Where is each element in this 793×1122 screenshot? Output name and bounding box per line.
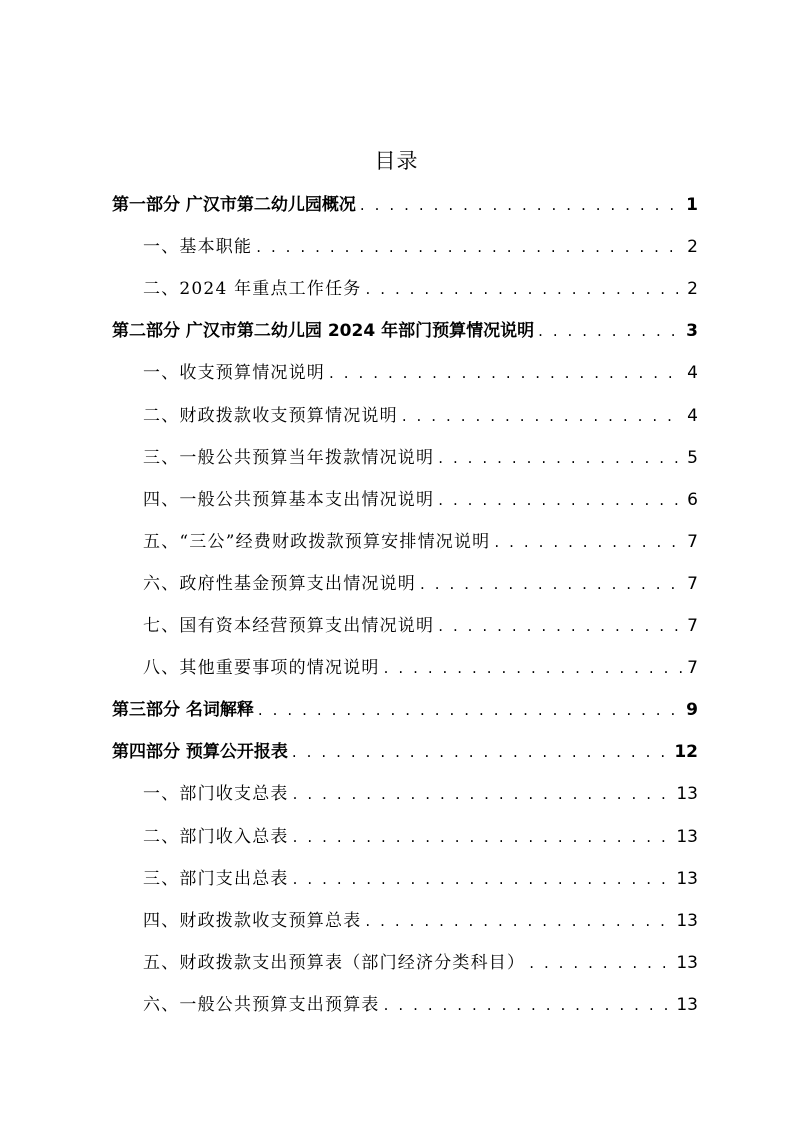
toc-section-entry[interactable]: [143, 779, 698, 809]
toc-title: 目录: [374, 149, 419, 173]
toc-entry-title: 第三部分 名词解释: [112, 700, 254, 721]
toc-section-entry[interactable]: [143, 232, 698, 262]
toc-dot-leader: [529, 948, 672, 978]
toc-page-number: 1: [686, 195, 698, 215]
toc-dot-leader: [365, 906, 672, 936]
toc-page-number: 13: [676, 952, 698, 973]
toc-dot-leader: [256, 232, 683, 262]
toc-dot-leader: [420, 569, 683, 599]
toc-section-entry[interactable]: [143, 990, 698, 1020]
toc-section-entry[interactable]: [143, 864, 698, 894]
toc-dot-leader: [384, 653, 684, 683]
toc-page-number: 2: [687, 279, 698, 300]
toc-section-entry[interactable]: [143, 948, 698, 978]
toc-entry-title: 八、其他重要事项的情况说明: [143, 658, 380, 679]
toc-page-number: 7: [687, 658, 698, 679]
toc-entry-title: 四、财政拨款收支预算总表: [143, 910, 362, 931]
toc-page-number: 7: [687, 531, 698, 552]
toc-section-entry[interactable]: [143, 443, 698, 473]
toc-entry-title: 一、部门收支总表: [143, 784, 289, 805]
toc-section-entry[interactable]: [143, 611, 698, 641]
toc-section-entry[interactable]: [143, 822, 698, 852]
toc-dot-leader: [329, 358, 683, 388]
toc-entry-title: 七、国有资本经营预算支出情况说明: [143, 616, 435, 636]
toc-entry-title: 一、收支预算情况说明: [143, 363, 325, 384]
toc-entry-title: 三、部门支出总表: [143, 868, 289, 889]
toc-entry-title: 六、一般公共预算支出预算表: [143, 994, 380, 1015]
toc-dot-leader: [258, 695, 682, 725]
toc-page-number: 9: [686, 700, 698, 721]
toc-dot-leader: [438, 611, 683, 641]
toc-dot-leader: [494, 527, 683, 557]
toc-entry-title: 五、“三公”经费财政拨款预算安排情况说明: [143, 531, 491, 552]
toc-dot-leader: [293, 822, 673, 852]
toc-entry-title: 二、财政拨款收支预算情况说明: [143, 405, 398, 426]
toc-page-number: 13: [676, 826, 698, 847]
toc-dot-leader: [402, 401, 683, 431]
toc-dot-leader: [360, 190, 682, 220]
toc-entry-title: 第二部分 广汉市第二幼儿园 2024 年部门预算情况说明: [112, 321, 535, 342]
toc-entry-title: 六、政府性基金预算支出情况说明: [143, 573, 416, 594]
toc-section-entry[interactable]: [143, 906, 698, 936]
toc-section-entry[interactable]: [143, 274, 698, 304]
toc-entry-title: 三、一般公共预算当年拨款情况说明: [143, 447, 435, 468]
toc-dot-leader: [538, 316, 682, 346]
toc-page-number: 13: [676, 910, 698, 931]
toc-section-entry[interactable]: [143, 527, 698, 557]
toc-page-number: 13: [676, 994, 698, 1015]
toc-section-entry[interactable]: [143, 358, 698, 388]
toc-section-entry[interactable]: [143, 485, 698, 515]
toc-dot-leader: [365, 274, 683, 304]
toc-part-entry[interactable]: [112, 737, 698, 767]
toc-dot-leader: [438, 485, 683, 515]
toc-section-entry[interactable]: [143, 653, 698, 683]
toc-page-number: 12: [674, 742, 698, 763]
toc-entry-title: 二、部门收入总表: [143, 826, 289, 847]
toc-entry-title: 二、2024 年重点工作任务: [143, 279, 362, 300]
toc-page-number: 2: [687, 237, 698, 258]
toc-section-entry[interactable]: [143, 569, 698, 599]
toc-entry-title: 五、财政拨款支出预算表（部门经济分类科目）: [143, 952, 526, 973]
toc-section-entry[interactable]: [143, 401, 698, 431]
toc-entry-title: 四、一般公共预算基本支出情况说明: [143, 489, 435, 510]
toc-dot-leader: [293, 864, 673, 894]
toc-page-number: 7: [687, 573, 698, 594]
toc-page-number: 6: [687, 489, 698, 510]
toc-dot-leader: [438, 443, 683, 473]
toc-dot-leader: [293, 779, 673, 809]
toc-dot-leader: [292, 737, 670, 767]
toc-page-number: 4: [687, 405, 698, 426]
toc-page-number: 7: [687, 616, 698, 636]
toc-page-number: 5: [687, 447, 698, 468]
toc-entry-title: 第四部分 预算公开报表: [112, 742, 288, 763]
toc-part-entry[interactable]: [112, 190, 698, 220]
toc-entry-title: 一、基本职能: [143, 237, 253, 258]
toc-part-entry[interactable]: [112, 316, 698, 346]
toc-page-number: 3: [686, 321, 698, 342]
toc-page-number: 4: [687, 363, 698, 384]
toc-entry-title: 第一部分 广汉市第二幼儿园概况: [112, 195, 356, 215]
toc-page-number: 13: [676, 868, 698, 889]
toc-page-number: 13: [676, 784, 698, 805]
toc-part-entry[interactable]: [112, 695, 698, 725]
toc-dot-leader: [384, 990, 673, 1020]
